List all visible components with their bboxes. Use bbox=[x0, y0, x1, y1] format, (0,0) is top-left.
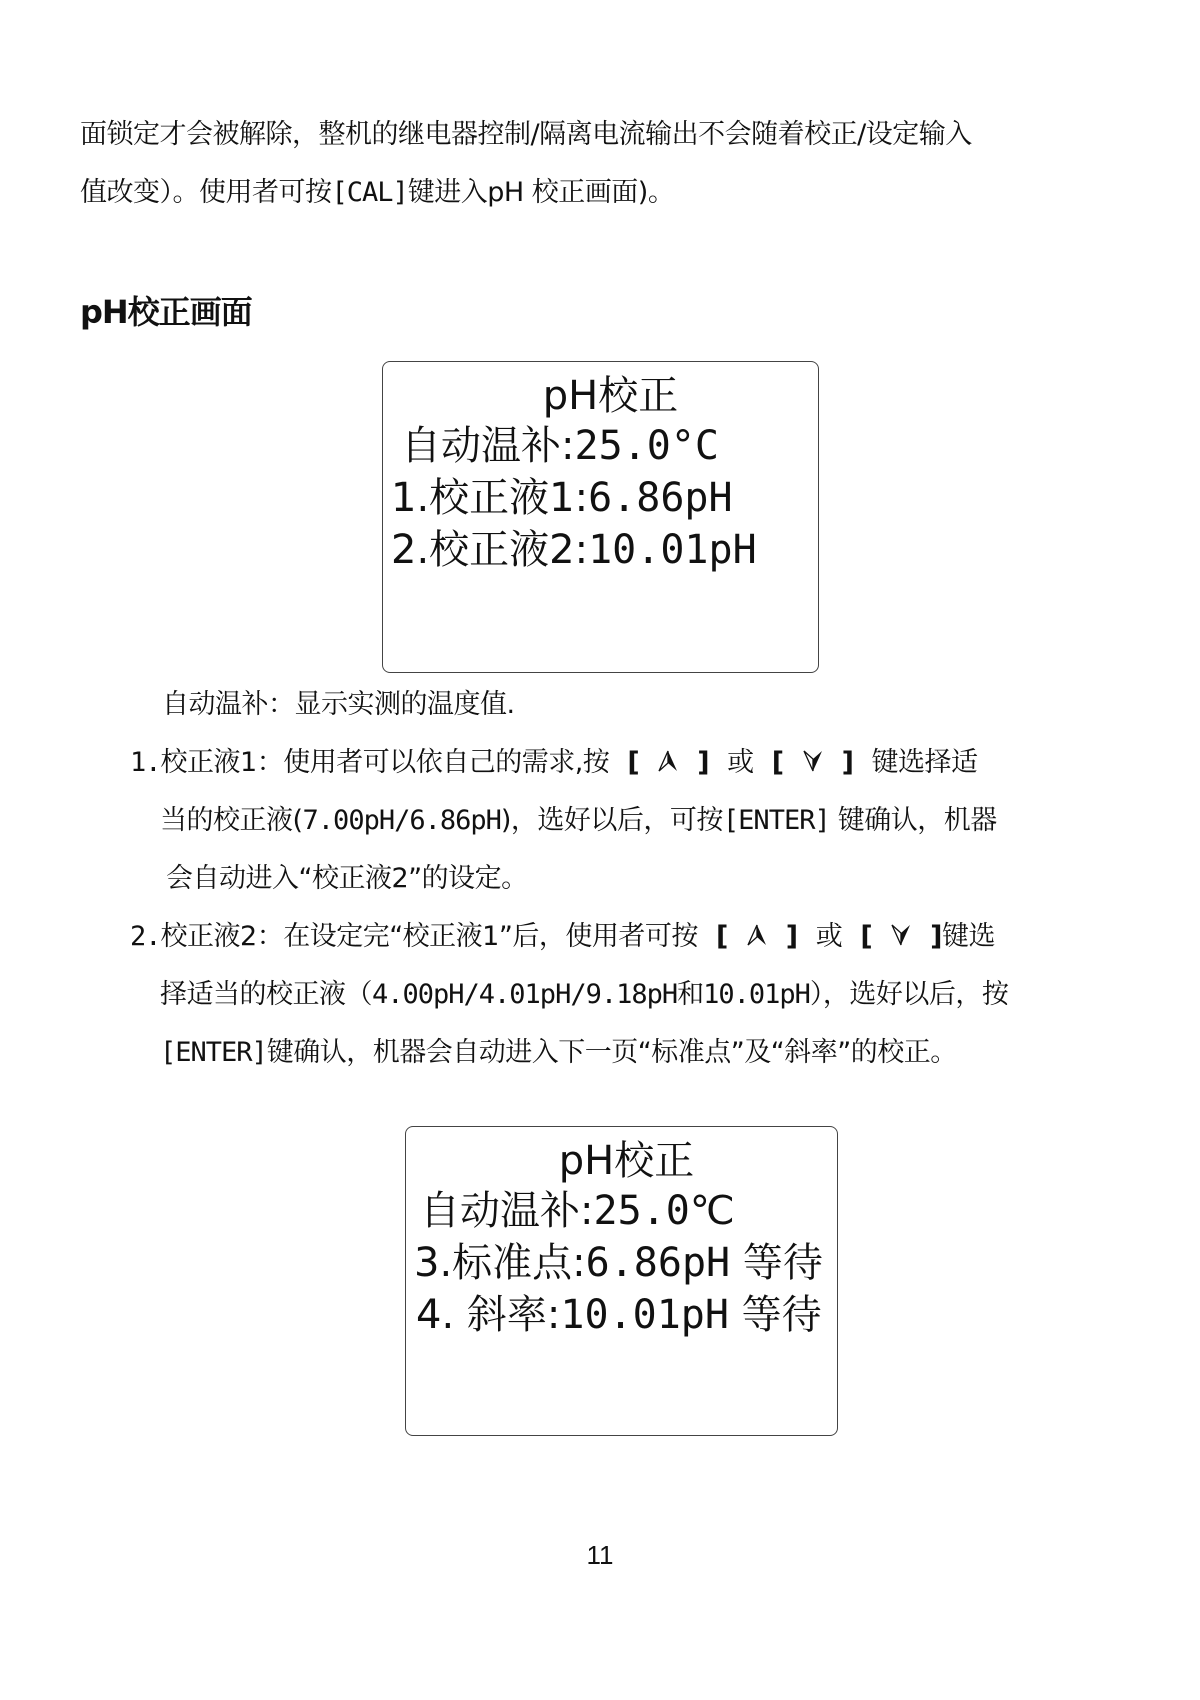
screen-row-solution-2 bbox=[391, 526, 757, 574]
bracket-open: [ bbox=[771, 747, 784, 778]
solution-values: 7.00pH/6.86pH bbox=[302, 805, 501, 836]
row-value: 6.86pH bbox=[585, 1240, 731, 1286]
row-value: 10.01pH bbox=[560, 1292, 729, 1338]
row-label: 1.校正液1: bbox=[391, 475, 589, 521]
item-1-line-3 bbox=[166, 861, 528, 897]
intro-text: 键进入pH 校正画面)。 bbox=[407, 177, 675, 208]
screen-title: pH校正 bbox=[558, 1138, 695, 1184]
temp-value: 25.0°C bbox=[574, 423, 719, 469]
item-text: 校正液2：在设定完“校正液1”后，使用者可按 bbox=[160, 921, 698, 952]
screen-title: pH校正 bbox=[542, 373, 679, 419]
screen-row-slope bbox=[416, 1291, 822, 1339]
temp-label: 自动温补: bbox=[401, 423, 575, 469]
item-2-line-1 bbox=[130, 919, 995, 955]
status-badge: 等待 bbox=[742, 1240, 823, 1286]
bracket-close: ] bbox=[930, 921, 943, 952]
intro-text: 面锁定才会被解除，整机的继电器控制/隔离电流输出不会随着校正/设定输入 bbox=[80, 119, 972, 150]
row-value: 10.01pH bbox=[588, 527, 757, 573]
item-text: 会自动进入“校正液2”的设定。 bbox=[166, 863, 528, 894]
lcd-screen-ph-calibration bbox=[382, 361, 819, 673]
item-text: 键选 bbox=[942, 921, 996, 952]
temp-note-text: 自动温补：显示实测的温度值. bbox=[162, 689, 515, 720]
item-text: 键选择适 bbox=[871, 747, 978, 778]
bracket-close: ] bbox=[697, 747, 710, 778]
list-marker: 1. bbox=[130, 747, 161, 778]
item-1-line-2 bbox=[160, 803, 997, 839]
temp-note bbox=[162, 687, 515, 723]
intro-line-1 bbox=[80, 117, 972, 153]
up-arrow-icon bbox=[657, 749, 679, 773]
item-text: ），选好以后，按 bbox=[809, 979, 1009, 1010]
lcd-screen-standard-slope bbox=[405, 1126, 838, 1436]
screen-temp-row bbox=[401, 422, 719, 470]
item-text: )，选好以后，可按 bbox=[500, 805, 723, 836]
bracket-open: [ bbox=[715, 921, 728, 952]
item-text: 键确认，机器会自动进入下一页“标准点”及“斜率”的校正。 bbox=[266, 1037, 957, 1068]
or-text: 或 bbox=[815, 921, 843, 952]
row-label: 4. 斜率: bbox=[416, 1292, 561, 1338]
enter-key-label: [ENTER] bbox=[722, 805, 830, 836]
screen-temp-row bbox=[420, 1187, 735, 1235]
intro-text: 值改变）。使用者可按 bbox=[80, 177, 332, 208]
row-label: 3.标准点: bbox=[414, 1240, 586, 1286]
list-marker: 2. bbox=[130, 921, 161, 952]
item-text: 校正液1：使用者可以依自己的需求,按 bbox=[160, 747, 610, 778]
down-arrow-icon bbox=[802, 749, 824, 773]
screen-row-solution-1 bbox=[391, 474, 733, 522]
item-1-line-1 bbox=[130, 745, 978, 781]
enter-key-label: [ENTER] bbox=[160, 1037, 267, 1068]
status-badge: 等待 bbox=[741, 1292, 822, 1338]
item-text: 键确认，机器 bbox=[829, 805, 997, 836]
solution-values: 4.00pH/4.01pH/9.18pH和10.01pH bbox=[372, 979, 810, 1010]
up-arrow-icon bbox=[746, 923, 768, 947]
cal-key-label: [CAL] bbox=[331, 177, 408, 208]
intro-line-2 bbox=[80, 175, 674, 211]
row-value: 6.86pH bbox=[588, 475, 733, 521]
item-text: 择适当的校正液（ bbox=[160, 979, 372, 1010]
bracket-open: [ bbox=[627, 747, 640, 778]
bracket-open: [ bbox=[860, 921, 873, 952]
temp-label: 自动温补: bbox=[420, 1188, 594, 1234]
item-2-line-2 bbox=[160, 977, 1008, 1013]
or-text: 或 bbox=[727, 747, 754, 778]
item-2-line-3 bbox=[160, 1035, 957, 1071]
down-arrow-icon bbox=[890, 923, 912, 947]
page-number: 11 bbox=[586, 1540, 614, 1570]
row-label: 2.校正液2: bbox=[391, 527, 589, 573]
item-text: 当的校正液( bbox=[160, 805, 303, 836]
screen-row-standard-point bbox=[414, 1239, 823, 1287]
section-heading: pH校正画面 bbox=[80, 293, 252, 331]
temp-value: 25.0℃ bbox=[593, 1188, 735, 1234]
bracket-close: ] bbox=[785, 921, 798, 952]
bracket-close: ] bbox=[841, 747, 854, 778]
